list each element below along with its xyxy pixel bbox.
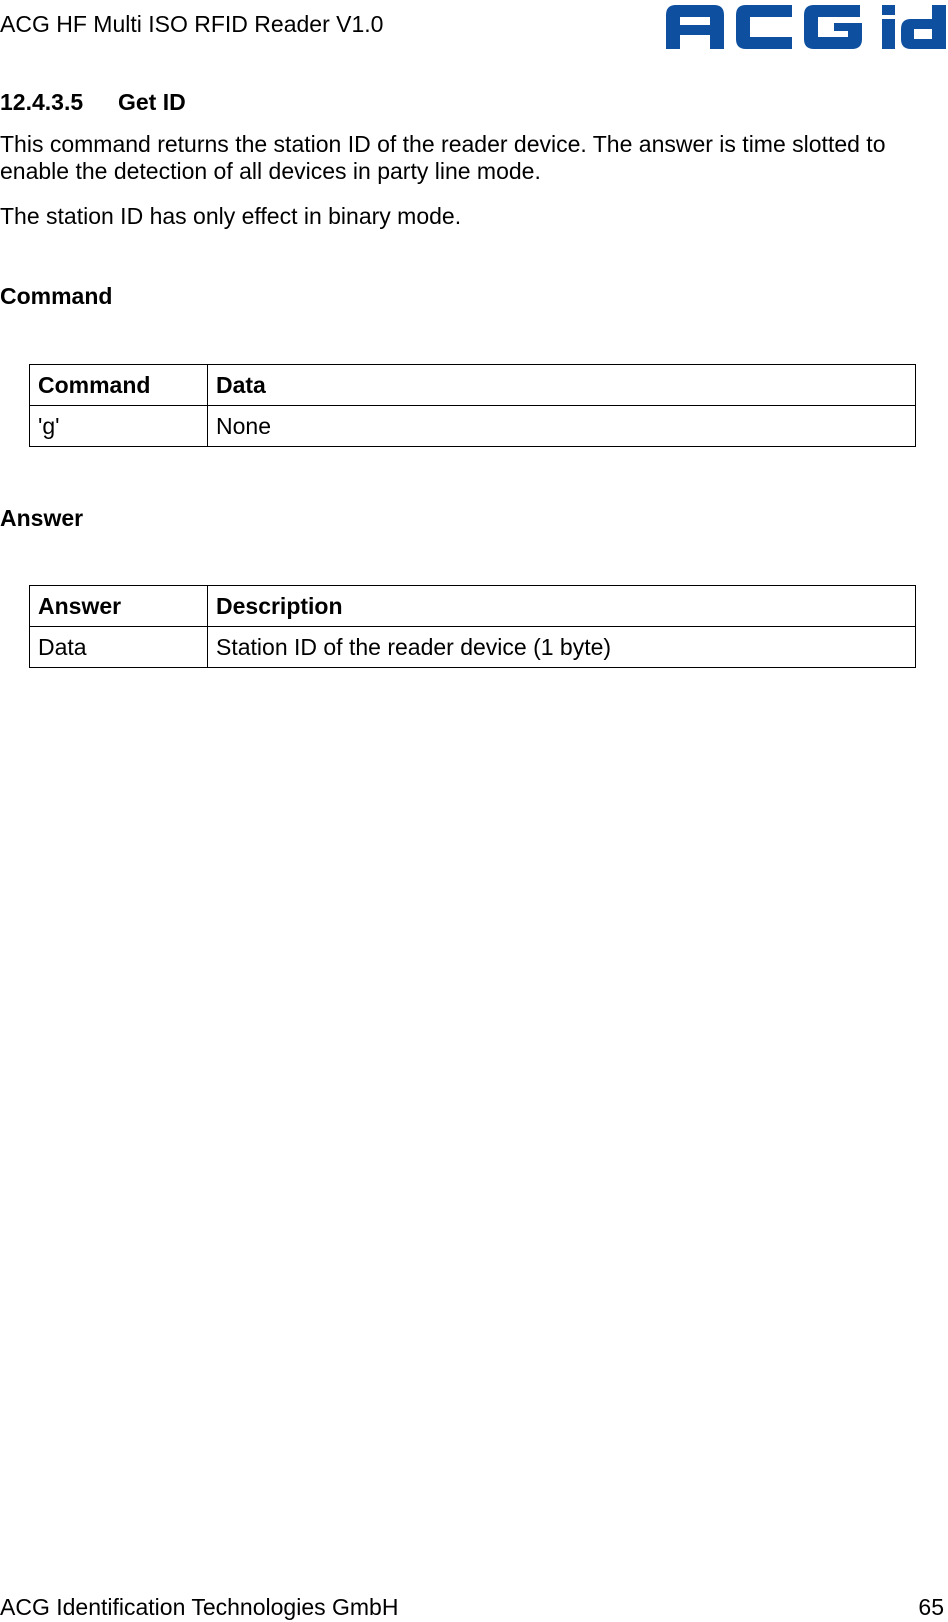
table-header-cell: Command <box>30 365 208 406</box>
table-header-row <box>30 365 916 406</box>
command-table <box>29 364 916 447</box>
table-header-cell: Answer <box>30 586 208 627</box>
document-header-title: ACG HF Multi ISO RFID Reader V1.0 <box>0 11 384 37</box>
command-heading: Command <box>0 283 113 309</box>
binary-mode-note: The station ID has only effect in binary mode. <box>0 203 462 229</box>
table-row <box>30 627 916 668</box>
acg-id-logo <box>664 3 948 51</box>
footer-company: ACG Identification Technologies GmbH <box>0 1594 399 1620</box>
table-cell: Data <box>30 627 208 668</box>
answer-table <box>29 585 916 668</box>
section-number: 12.4.3.5 <box>0 89 84 115</box>
table-header-row <box>30 586 916 627</box>
description-paragraph: This command returns the station ID of the reader device. The answer is time slotted to enable the detection of all devices in party line mode. <box>0 131 886 184</box>
section-heading <box>0 88 186 116</box>
table-row <box>30 406 916 447</box>
table-cell: 'g' <box>30 406 208 447</box>
footer-page-number: 65 <box>918 1594 944 1620</box>
table-header-cell: Description <box>208 586 916 627</box>
table-header-cell: Data <box>208 365 916 406</box>
answer-heading: Answer <box>0 505 84 531</box>
section-title: Get ID <box>118 89 186 115</box>
table-cell: None <box>208 406 916 447</box>
table-cell: Station ID of the reader device (1 byte) <box>208 627 916 668</box>
